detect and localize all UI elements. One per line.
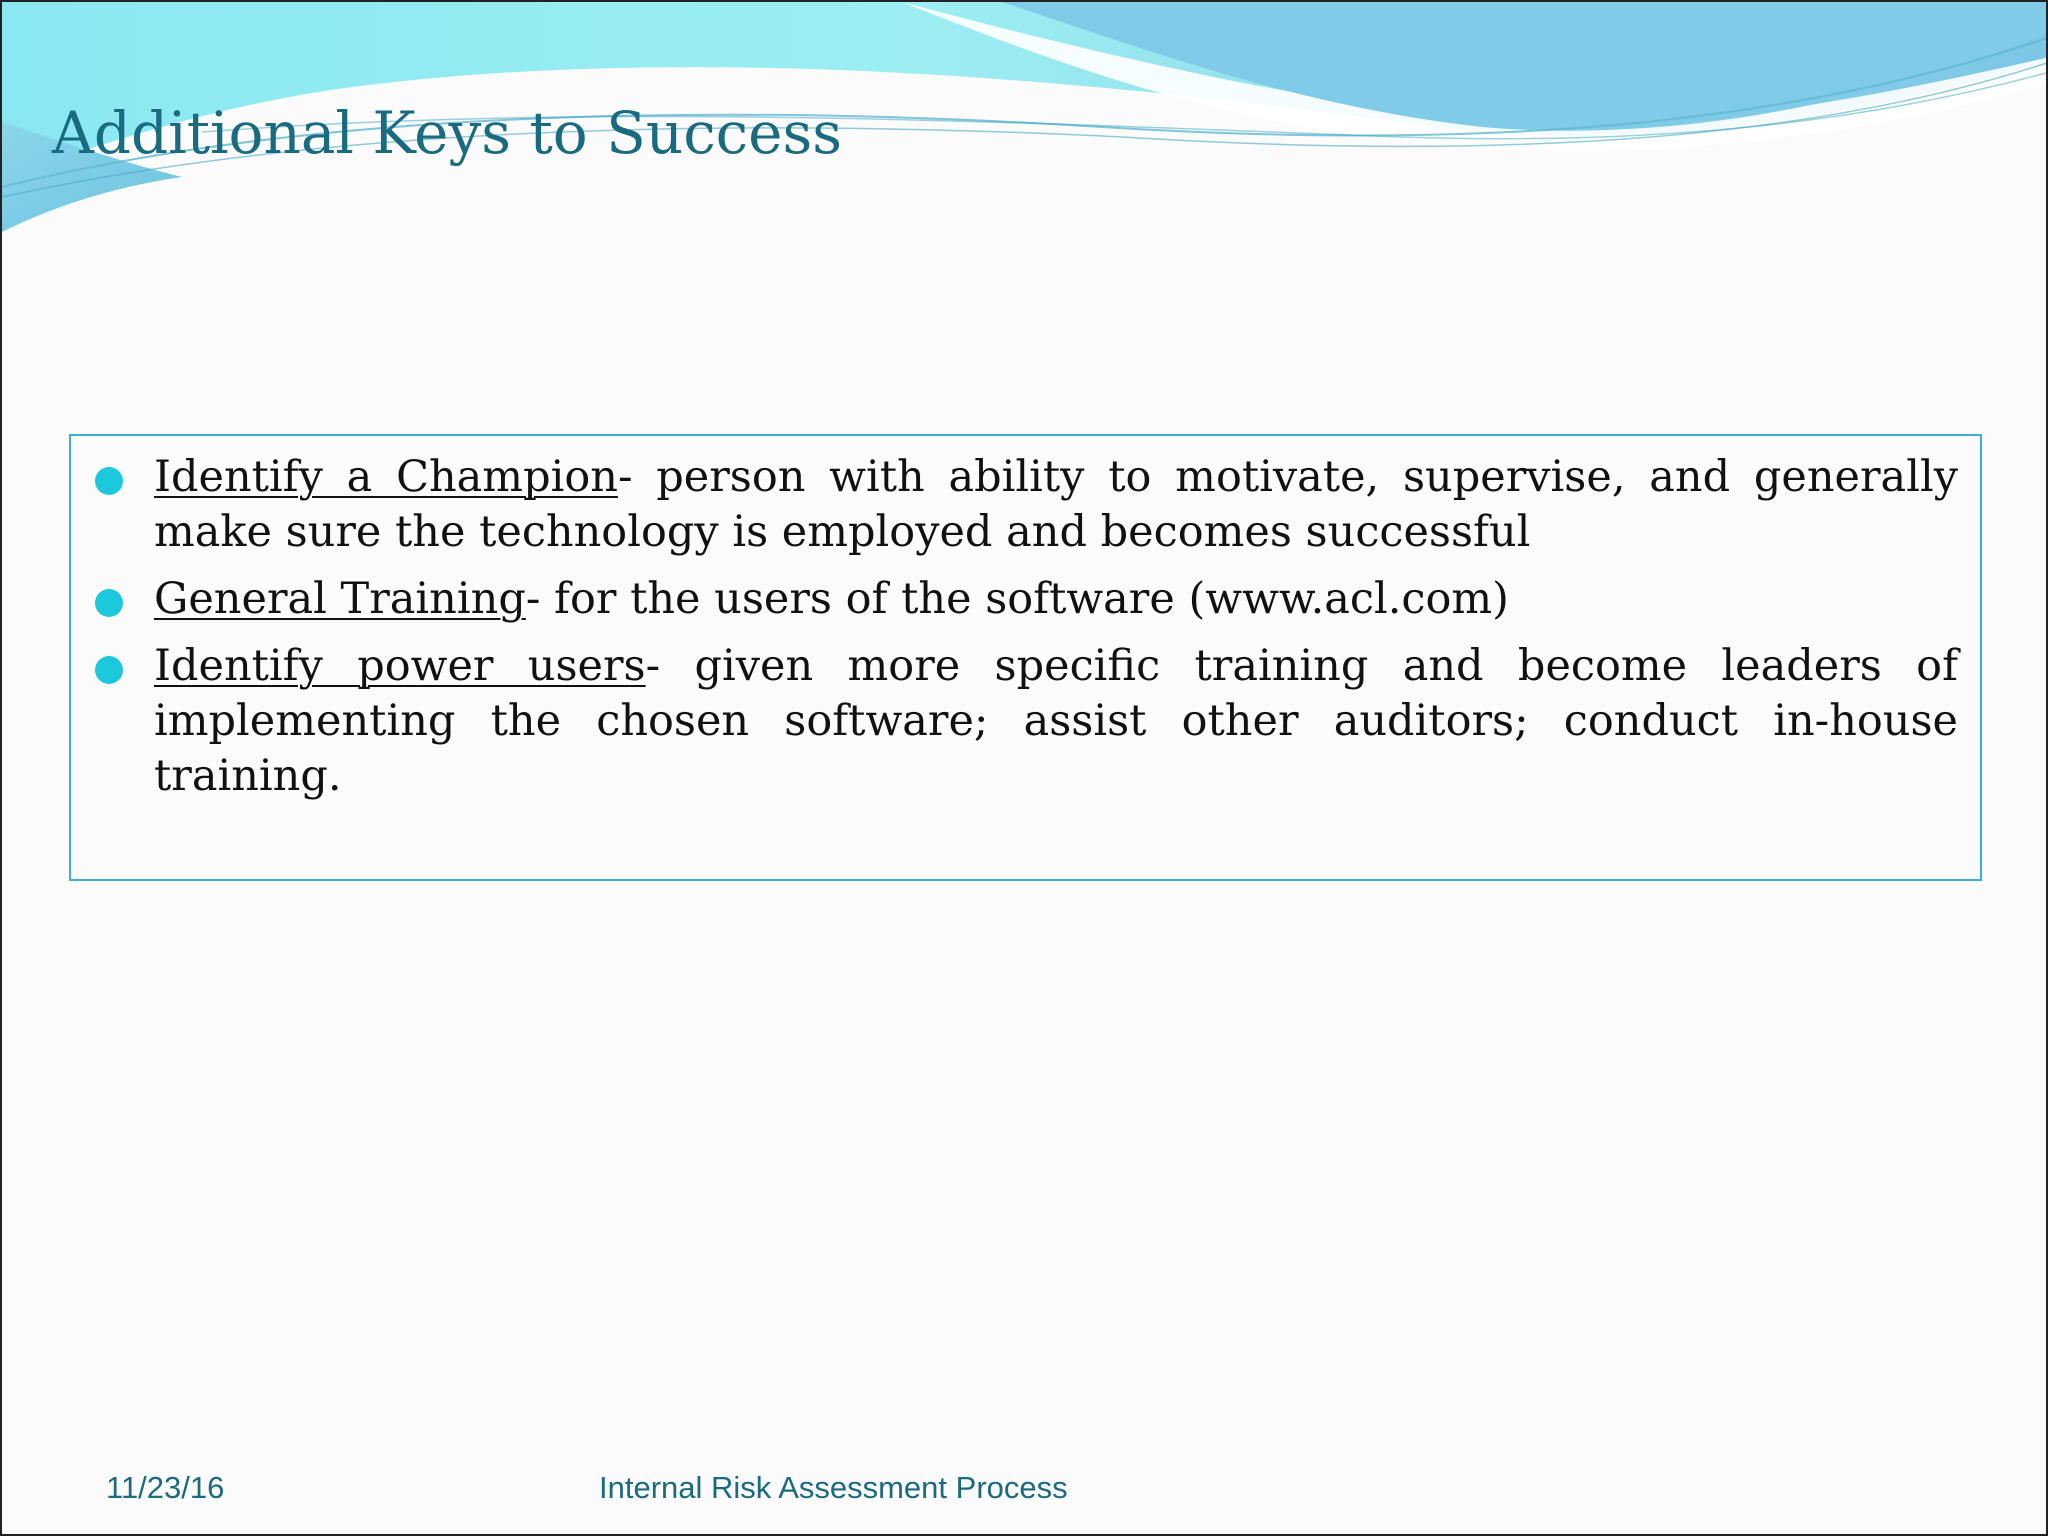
slide-title: Additional Keys to Success xyxy=(52,99,843,167)
bullet-text: - for the users of the software (www.acl.com) xyxy=(525,574,1509,624)
bullet-term: General Training xyxy=(154,574,526,624)
bullet-dot-icon xyxy=(95,589,123,617)
bullet-item-general-training xyxy=(71,572,1958,627)
bullet-dot-icon xyxy=(95,656,123,684)
bullet-item-champion xyxy=(71,450,1958,560)
bullet-item-power-users xyxy=(71,639,1958,804)
bullet-text: - given more specific training and become leaders of implementing the chosen software; assist other auditors; conduct in-house training. xyxy=(154,641,1958,801)
bullet-list xyxy=(71,436,1980,804)
content-box xyxy=(69,434,1982,881)
bullet-term: Identify a Champion xyxy=(154,452,618,502)
bullet-text: - person with ability to motivate, supervise, and generally make sure the technology is employed and becomes successful xyxy=(154,452,1958,557)
footer-presentation-title: Internal Risk Assessment Process xyxy=(599,1470,1068,1505)
bullet-term: Identify power users xyxy=(154,641,646,691)
footer-date: 11/23/16 xyxy=(106,1470,225,1505)
bullet-dot-icon xyxy=(95,467,123,495)
